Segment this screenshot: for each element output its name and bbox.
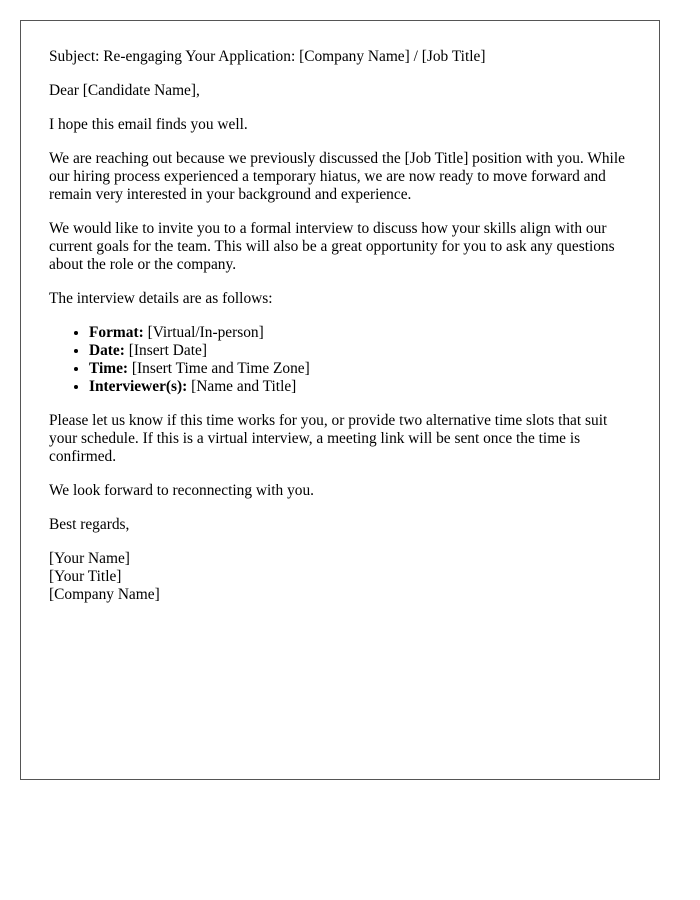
signature-title: [Your Title] [49, 568, 122, 585]
email-paragraph-5: We look forward to reconnecting with you. [49, 482, 315, 499]
detail-label: Format: [89, 324, 144, 341]
interview-detail-item [89, 342, 631, 360]
email-paragraph-1: I hope this email finds you well. [49, 116, 248, 133]
interview-detail-item [89, 360, 631, 378]
signature-name: [Your Name] [49, 550, 130, 567]
email-subject: Subject: Re-engaging Your Application: [Company Name] / [Job Title] [49, 48, 486, 65]
email-signature [49, 550, 631, 604]
detail-label: Date: [89, 342, 125, 359]
email-paragraph-4: Please let us know if this time works for you, or provide two alternative time slots that suit your schedule. If this is a virtual interview, a meeting link will be sent once the time is confirmed. [49, 412, 608, 465]
detail-value: [Name and Title] [191, 378, 297, 395]
email-paragraph-3: We would like to invite you to a formal interview to discuss how your skills align with our current goals for the team. This will also be a great opportunity for you to ask any questions about the role or the company. [49, 220, 615, 273]
signature-company: [Company Name] [49, 586, 160, 603]
interview-detail-item [89, 324, 631, 342]
email-greeting: Dear [Candidate Name], [49, 82, 200, 99]
email-paragraph-2: We are reaching out because we previously discussed the [Job Title] position with you. While our hiring process experienced a temporary hiatus, we are now ready to move forward and remain very interested in your background and experience. [49, 150, 625, 203]
email-closing: Best regards, [49, 516, 130, 533]
interview-details-intro: The interview details are as follows: [49, 290, 273, 307]
detail-label: Time: [89, 360, 129, 377]
interview-details-list [49, 324, 631, 396]
detail-value: [Insert Date] [128, 342, 207, 359]
detail-value: [Virtual/In-person] [147, 324, 264, 341]
email-letter [20, 20, 660, 780]
interview-detail-item [89, 378, 631, 396]
detail-value: [Insert Time and Time Zone] [131, 360, 310, 377]
detail-label: Interviewer(s): [89, 378, 188, 395]
